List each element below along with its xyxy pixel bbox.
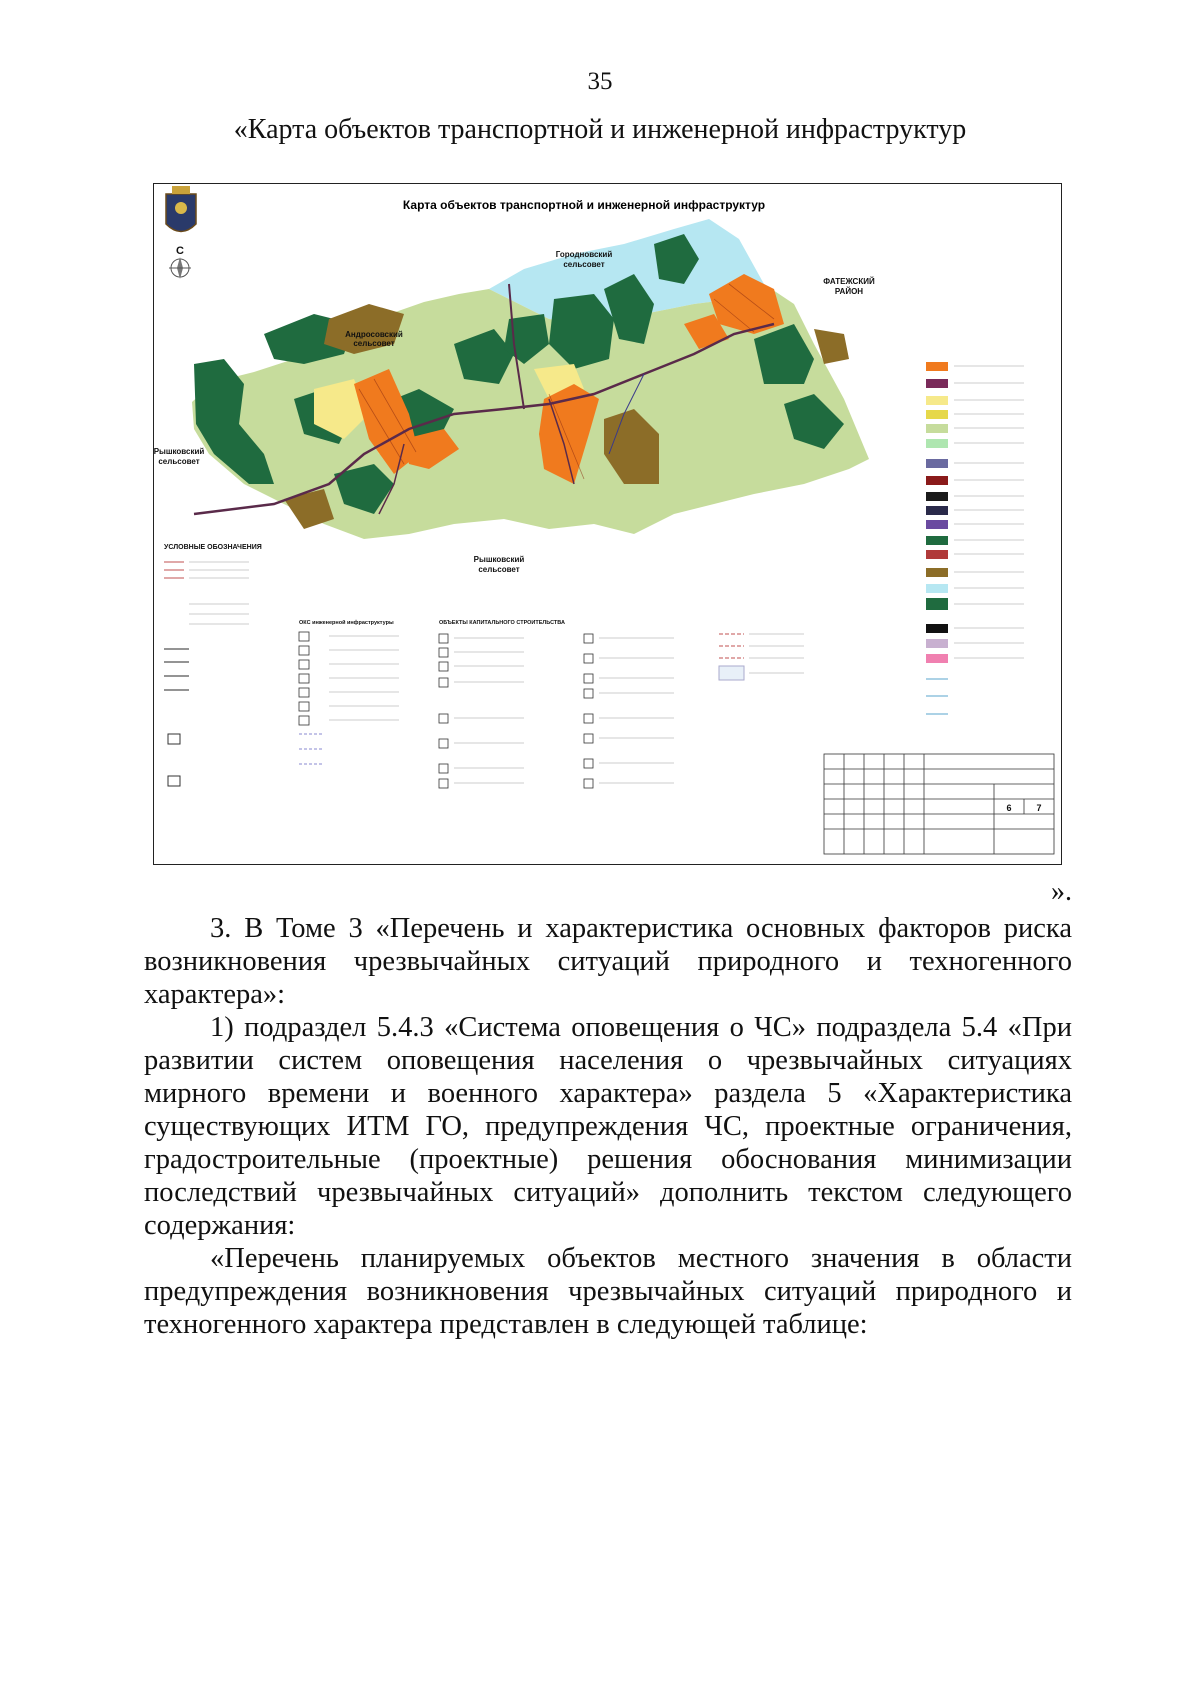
svg-text:С: С	[176, 245, 184, 257]
paragraph-subitem-1: 1) подраздел 5.4.3 «Система оповещения о ЧС» подраздела 5.4 «При развитии систем оповещения населения о чрезвычайных ситуациях мирного времени и военного характера» раздела 5 «Характеристика существующих ИТМ ГО, предупреждения ЧС, проектные ограничения, градостроительные (проектные) решения обоснования минимизации последствий чрезвычайных ситуаций» дополнить текстом следующего содержания:	[144, 1012, 1072, 1241]
infrastructure-map	[153, 183, 1062, 865]
svg-text:РАЙОН: РАЙОН	[834, 287, 864, 296]
page-number: 35	[587, 68, 613, 95]
paragraph-item-3: 3. В Томе 3 «Перечень и характеристика основных факторов риска возникновения чрезвычайных ситуаций природного и техногенного характера»:	[144, 913, 1072, 1010]
coat-of-arms-emblem	[166, 186, 196, 232]
map-legend-symbols	[164, 544, 804, 788]
map-stamp-title-block	[824, 754, 1054, 854]
svg-text:сельсовет: сельсовет	[478, 565, 520, 574]
map-legend-zones	[926, 362, 1024, 714]
closing-quote-mark: ».	[1051, 876, 1072, 907]
north-arrow-icon	[169, 245, 191, 279]
svg-text:Городновский: Городновский	[555, 250, 613, 259]
label-gorodnovsky	[556, 250, 613, 269]
svg-text:ФАТЕЖСКИЙ: ФАТЕЖСКИЙ	[823, 277, 875, 286]
svg-text:Рышковский: Рышковский	[154, 447, 205, 456]
svg-text:сельсовет: сельсовет	[158, 457, 200, 466]
svg-text:Рышковский: Рышковский	[473, 555, 525, 564]
stamp-total-sheets: 7	[1036, 803, 1042, 813]
svg-text:Андросовский: Андросовский	[345, 330, 403, 339]
svg-text:сельсовет: сельсовет	[563, 260, 605, 269]
label-andrososvky	[345, 330, 403, 348]
svg-text:ОБЪЕКТЫ КАПИТАЛЬНОГО СТРОИТЕЛЬ: ОБЪЕКТЫ КАПИТАЛЬНОГО СТРОИТЕЛЬСТВА	[439, 620, 565, 626]
svg-text:УСЛОВНЫЕ ОБОЗНАЧЕНИЯ: УСЛОВНЫЕ ОБОЗНАЧЕНИЯ	[164, 544, 262, 551]
label-fatezhsky-district	[823, 277, 875, 296]
document-heading: «Карта объектов транспортной и инженерной инфраструктур	[233, 114, 967, 145]
label-ryshkovsky-south	[474, 555, 525, 574]
svg-text:ОКС инженерной инфраструктуры: ОКС инженерной инфраструктуры	[299, 620, 394, 626]
map-title: Карта объектов транспортной и инженерной инфраструктур	[402, 198, 766, 212]
body-text	[144, 912, 1072, 1341]
svg-text:сельсовет: сельсовет	[353, 339, 395, 348]
stamp-sheet-number: 6	[1006, 803, 1012, 813]
paragraph-table-intro: «Перечень планируемых объектов местного значения в области предупреждения возникновения чрезвычайных ситуаций природного и техногенного характера представлен в следующей таблице:	[144, 1243, 1072, 1340]
label-ryshkovsky-west	[154, 447, 204, 466]
